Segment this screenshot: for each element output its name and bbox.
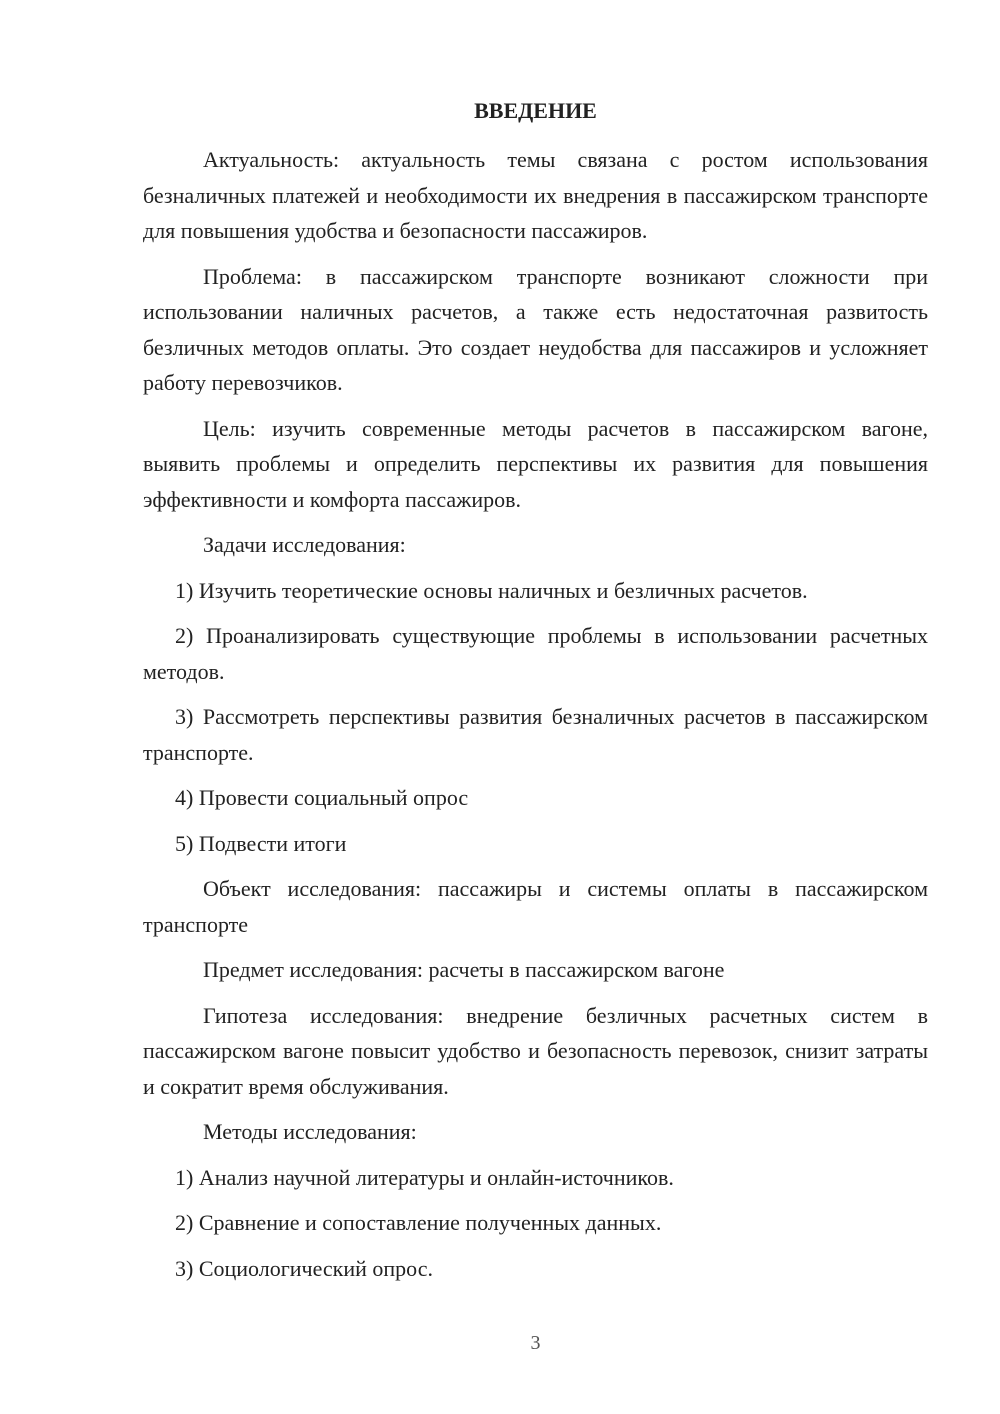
task-item-4: 4) Провести социальный опрос	[175, 785, 469, 810]
paragraph-relevance: Актуальность: актуальность темы связана с ростом использования безналичных платежей и необходимости их внедрения в пассажирском транспорте для повышения удобства и безопасности пассажиров.	[143, 147, 928, 243]
paragraph-tasks-heading: Задачи исследования:	[203, 532, 406, 557]
paragraph-subject: Предмет исследования: расчеты в пассажирском вагоне	[203, 957, 725, 982]
paragraph-object: Объект исследования: пассажиры и системы оплаты в пассажирском транспорте	[143, 876, 928, 937]
document-body	[143, 142, 928, 1296]
method-item-3: 3) Социологический опрос.	[175, 1255, 433, 1281]
paragraph-problem: Проблема: в пассажирском транспорте возникают сложности при использовании наличных расчетов, а также есть недостаточная развитость безличных методов оплаты. Это создает неудобства для пассажиров и усложняет работу перевозчиков.	[143, 263, 928, 395]
task-item-1: 1) Изучить теоретические основы наличных и безличных расчетов.	[175, 577, 808, 603]
paragraph-goal: Цель: изучить современные методы расчетов в пассажирском вагоне, выявить проблемы и определить перспективы их развития для повышения эффективности и комфорта пассажиров.	[143, 415, 928, 512]
task-item-2: 2) Проанализировать существующие проблемы в использовании расчетных методов.	[143, 623, 928, 684]
document-page	[143, 0, 928, 1414]
task-item-3: 3) Рассмотреть перспективы развития безналичных расчетов в пассажирском транспорте.	[143, 704, 928, 765]
method-item-1: 1) Анализ научной литературы и онлайн-источников.	[175, 1164, 674, 1190]
paragraph-hypothesis: Гипотеза исследования: внедрение безличных расчетных систем в пассажирском вагоне повысит удобство и безопасность перевозок, снизит затраты и сократит время обслуживания.	[143, 1002, 928, 1099]
task-item-5: 5) Подвести итоги	[175, 830, 347, 856]
page-number: 3	[530, 1332, 541, 1354]
section-title: ВВЕДЕНИЕ	[474, 98, 597, 123]
paragraph-methods-heading: Методы исследования:	[203, 1119, 417, 1144]
method-item-2: 2) Сравнение и сопоставление полученных данных.	[175, 1210, 662, 1235]
